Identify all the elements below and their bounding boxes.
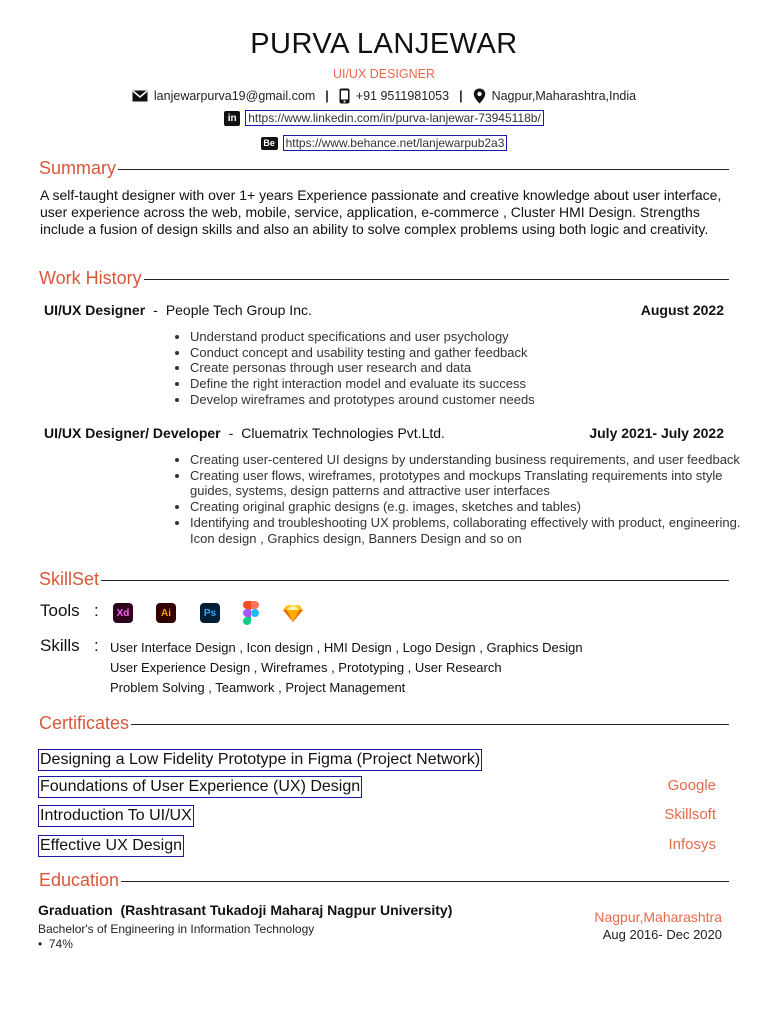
summary-section-header [39,158,729,179]
section-divider [121,881,729,882]
course: Bachelor's of Engineering in Information Technology [38,922,315,936]
certificate-issuer: Google [667,777,716,794]
skills-line: User Interface Design , Icon design , HMI Design , Logo Design , Graphics Design [110,640,583,655]
job-header: UI/UX Designer - People Tech Group Inc. August 2022 [44,302,724,318]
sketch-icon [283,604,303,622]
work-history-heading: Work History [39,268,142,288]
colon: : [94,636,99,655]
candidate-name: PURVA LANJEWAR [250,28,518,60]
skillset-section-header [39,569,729,590]
certificate-link[interactable]: Foundations of User Experience (UX) Design [38,776,362,798]
summary-heading: Summary [39,158,117,178]
certificate-link[interactable]: Introduction To UI/UX [38,805,194,827]
education-heading: Education [39,870,120,890]
degree-line [38,902,452,918]
behance-icon: Be [261,137,278,150]
tools-label: Tools [40,601,80,620]
adobe-photoshop-icon: Ps [200,603,220,623]
phone[interactable]: +91 9511981053 [355,89,450,103]
section-divider [144,279,729,280]
certificates-heading: Certificates [39,713,130,733]
section-divider [101,580,729,581]
adobe-illustrator-icon: Ai [156,603,176,623]
adobe-xd-icon: Xd [113,603,133,623]
linkedin-icon: in [224,111,240,126]
certificate-issuer: Infosys [668,836,716,853]
certificate-link[interactable]: Designing a Low Fidelity Prototype in Figma (Project Network) [38,749,482,771]
section-divider [131,724,729,725]
skills-line: User Experience Design , Wireframes , Prototyping , User Research [110,660,502,675]
job-header: UI/UX Designer/ Developer - Cluematrix Technologies Pvt.Ltd. July 2021- July 2022 [44,425,724,441]
list-item: • Creating user flows, wireframes, prototypes and mockups Translating requirements into style guides, systems, design patterns and attractive user interfaces [190,468,750,499]
work-history-section-header [39,268,729,289]
skillset-heading: SkillSet [39,569,100,589]
list-item: • Conduct concept and usability testing and gather feedback [190,345,750,361]
score-line [38,937,73,951]
list-item: • Creating user-centered UI designs by understanding business requirements, and user feedback [190,452,750,468]
job-title: UI/UX DESIGNER [332,67,436,81]
list-item: • Define the right interaction model and evaluate its success [190,376,750,392]
behance-line [0,135,768,151]
job-date: July 2021- July 2022 [589,425,724,441]
contact-line [0,88,768,104]
section-divider [118,169,729,170]
email[interactable]: lanjewarpurva19@gmail.com [153,89,316,103]
list-item: • Develop wireframes and prototypes around customer needs [190,392,750,408]
skills-line: Problem Solving , Teamwork , Project Management [110,680,406,695]
education-dates: Aug 2016- Dec 2020 [602,927,722,942]
linkedin-line [0,110,768,126]
linkedin-link[interactable]: https://www.linkedin.com/in/purva-lanjewar-73945118b/ [245,110,544,126]
location: Nagpur,Maharashtra,India [491,89,637,103]
job-role: UI/UX Designer [44,302,146,318]
degree: Graduation [38,902,113,918]
job-bullets [176,329,750,408]
job-company: People Tech Group Inc. [165,302,312,318]
job-date: August 2022 [640,302,724,318]
location-pin-icon [473,88,486,104]
separator: | [459,89,463,103]
colon: : [94,601,99,620]
behance-link[interactable]: https://www.behance.net/lanjewarpub2a3 [283,135,508,151]
summary-text: A self-taught designer with over 1+ years Experience passionate and creative knowledge about user interface, user experience across the web, mobile, service, application, e-commerce , Cluster HMI Design. Strengths include a fusion of design skills and also an ability to solve complex problems using both logic and creativity. [40,187,722,237]
job-bullets [176,452,750,546]
skills-label: Skills [40,636,80,655]
phone-icon [339,88,350,104]
list-item: • Identifying and troubleshooting UX problems, collaborating effectively with product, engineering. Icon design , Graphics design, Banners Design and so on [190,515,750,546]
job-company: Cluematrix Technologies Pvt.Ltd. [241,425,445,441]
education-section-header [39,870,729,891]
list-item: • Understand product specifications and user psychology [190,329,750,345]
certificate-link[interactable]: Effective UX Design [38,835,184,857]
university: (Rashtrasant Tukadoji Maharaj Nagpur University) [120,902,453,918]
figma-icon [243,601,259,625]
mail-icon [132,90,148,102]
list-item: • Create personas through user research and data [190,360,750,376]
certificate-issuer: Skillsoft [664,806,716,823]
bullet: • [38,937,49,951]
separator: | [325,89,329,103]
job-role: UI/UX Designer/ Developer [44,425,221,441]
score: 74% [48,937,73,951]
list-item: • Creating original graphic designs (e.g. images, sketches and tables) [190,499,750,515]
education-location: Nagpur,Maharashtra [594,909,722,925]
certificates-section-header [39,713,729,734]
